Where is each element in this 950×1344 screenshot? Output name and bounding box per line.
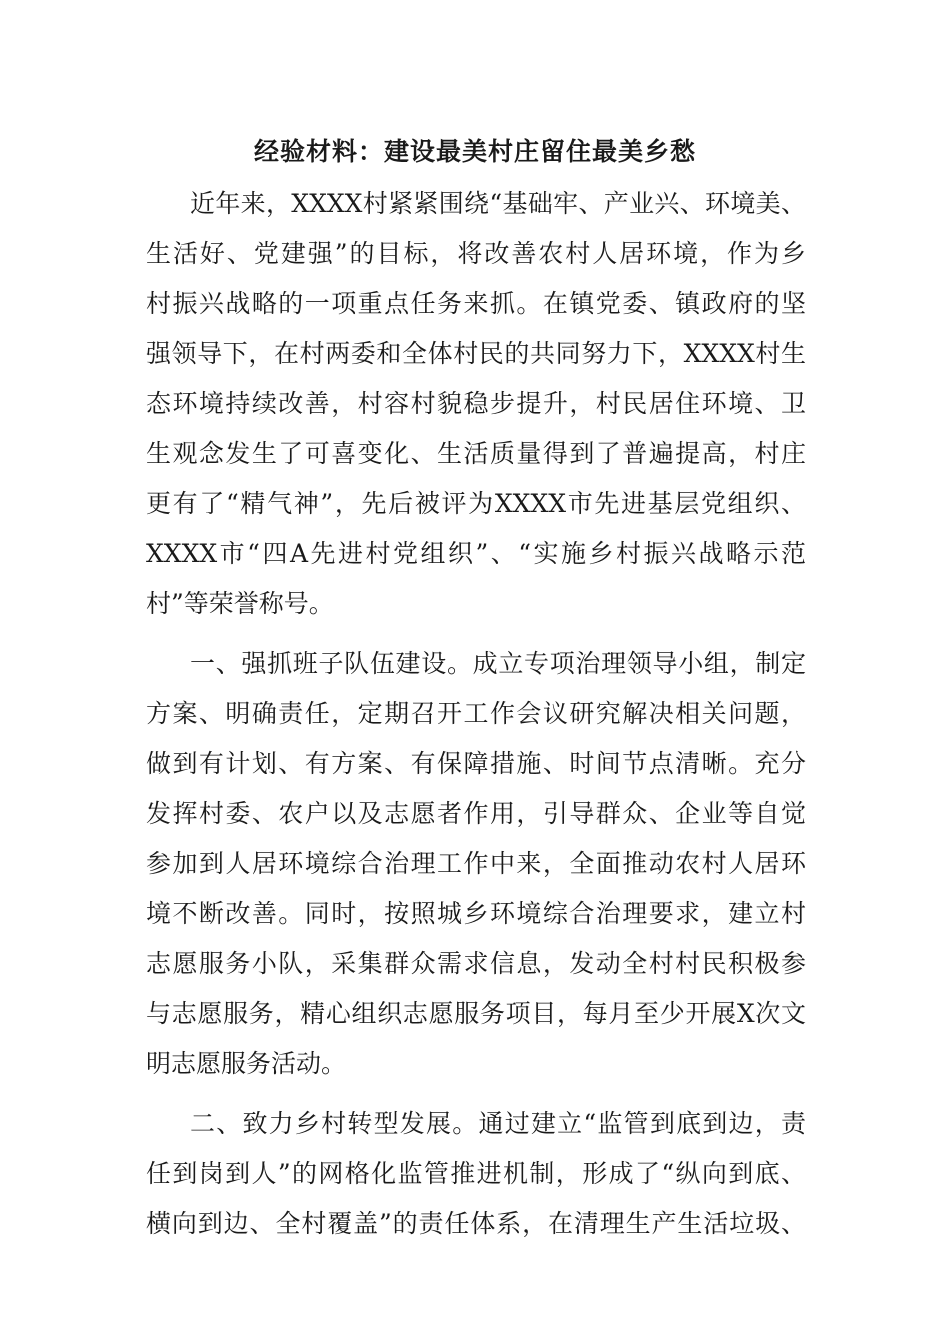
paragraph-line: 生观念发生了可喜变化、生活质量得到了普遍提高，村庄 [146,439,806,468]
paragraph-intro [146,179,806,629]
paragraph-line: 方案、明确责任，定期召开工作会议研究解决相关问题， [146,699,806,728]
paragraph-line: 二、致力乡村转型发展。通过建立“监管到底到边，责 [190,1109,806,1138]
paragraph-gap [146,629,806,639]
paragraph-line: 强领导下，在村两委和全体村民的共同努力下，XXXX村生 [146,339,806,368]
paragraph-gap [146,1089,806,1099]
paragraph-line: 境不断改善。同时，按照城乡环境综合治理要求，建立村 [146,899,806,928]
paragraph-line: 做到有计划、有方案、有保障措施、时间节点清晰。充分 [146,749,806,778]
document-title: 经验材料：建设最美村庄留住最美乡愁 [253,137,696,166]
paragraph-team-building [146,639,806,1089]
paragraph-line: 更有了“精气神”，先后被评为XXXX市先进基层党组织、 [146,489,806,518]
paragraph-line: 任到岗到人”的网格化监管推进机制，形成了“纵向到底、 [146,1159,806,1188]
paragraph-line: 发挥村委、农户以及志愿者作用，引导群众、企业等自觉 [146,799,806,828]
paragraph-line: 参加到人居环境综合治理工作中来，全面推动农村人居环 [146,849,806,878]
paragraph-line: 一、强抓班子队伍建设。成立专项治理领导小组，制定 [190,649,806,678]
paragraph-line: 近年来，XXXX村紧紧围绕“基础牢、产业兴、环境美、 [190,189,806,218]
document-body [146,179,806,1249]
paragraph-line: 明志愿服务活动。 [146,1049,347,1078]
paragraph-line: 志愿服务小队，采集群众需求信息，发动全村村民积极参 [146,949,806,978]
paragraph-line: 横向到边、全村覆盖”的责任体系，在清理生产生活垃圾、 [146,1209,806,1238]
paragraph-line: XXXX市“四A先进村党组织”、“实施乡村振兴战略示范 [146,539,806,568]
paragraph-line: 态环境持续改善，村容村貌稳步提升，村民居住环境、卫 [146,389,806,418]
paragraph-rural-development [146,1099,806,1249]
paragraph-line: 生活好、党建强”的目标，将改善农村人居环境，作为乡 [146,239,806,268]
paragraph-line: 村振兴战略的一项重点任务来抓。在镇党委、镇政府的坚 [146,289,806,318]
paragraph-line: 与志愿服务，精心组织志愿服务项目，每月至少开展X次文 [146,999,806,1028]
paragraph-line: 村”等荣誉称号。 [146,589,334,618]
